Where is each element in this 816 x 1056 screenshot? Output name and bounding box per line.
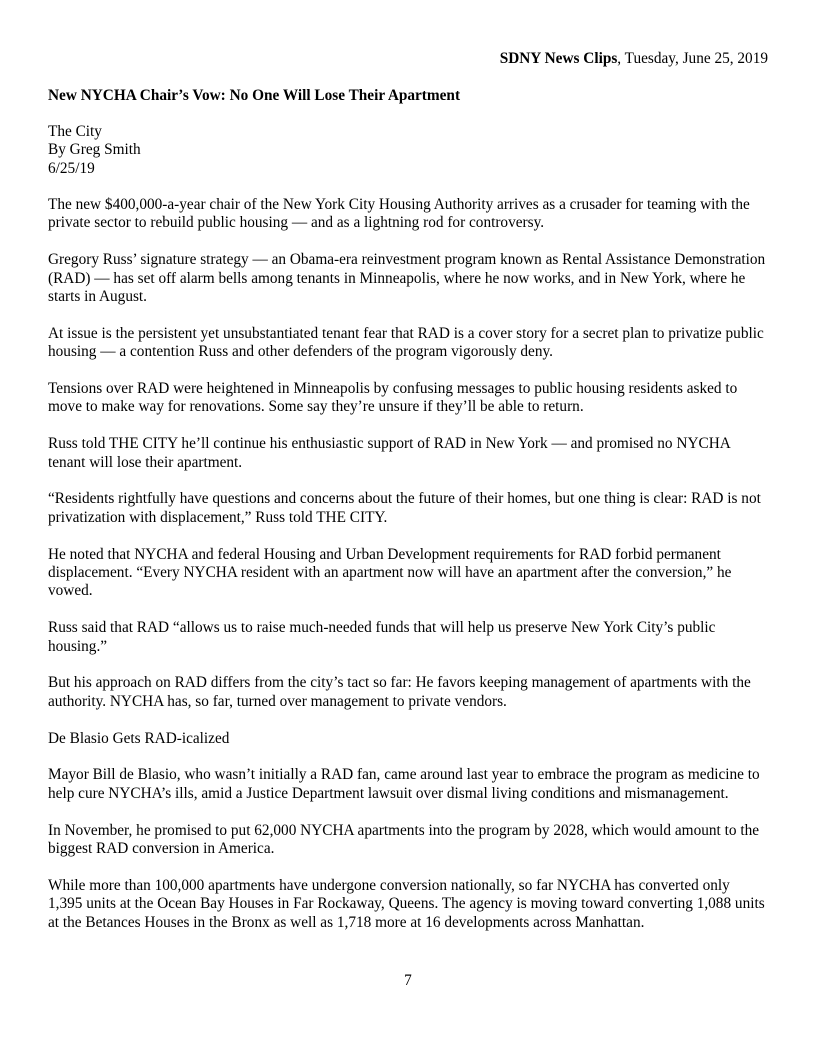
paragraph: At issue is the persistent yet unsubstantiated tenant fear that RAD is a cover story for a secret plan to privatize public housing — a contention Russ and other defenders of the program vigorously deny. xyxy=(48,324,764,361)
paragraph: Russ said that RAD “allows us to raise much-needed funds that will help us preserve New York City’s public housing.” xyxy=(48,619,716,655)
article-body xyxy=(48,196,768,950)
article-meta xyxy=(48,123,141,178)
article-byline: By Greg Smith xyxy=(48,141,141,159)
paragraph: The new $400,000-a-year chair of the New York City Housing Authority arrives as a crusader for teaming with the private sector to rebuild public housing — and as a lightning rod for controversy. xyxy=(48,196,750,232)
paragraph: Gregory Russ’ signature strategy — an Obama-era reinvestment program known as Rental Assistance Demonstration (RAD) — has set off alarm bells among tenants in Minneapolis, where he now works, and in New York, where he starts in August. xyxy=(48,251,766,306)
header-date: , Tuesday, June 25, 2019 xyxy=(617,50,768,67)
article-title: New NYCHA Chair’s Vow: No One Will Lose Their Apartment xyxy=(48,87,461,104)
paragraph: Tensions over RAD were heightened in Minneapolis by confusing messages to public housing residents asked to move to make way for renovations. Some say they’re unsure if they’ll be able to return. xyxy=(48,380,738,416)
article-date: 6/25/19 xyxy=(48,159,95,177)
paragraph: “Residents rightfully have questions and concerns about the future of their homes, but one thing is clear: RAD is not privatization with displacement,” Russ told THE CITY. xyxy=(48,490,761,526)
paragraph: But his approach on RAD differs from the city’s tact so far: He favors keeping management of apartments with the authority. NYCHA has, so far, turned over management to private vendors. xyxy=(48,674,751,710)
paragraph: In November, he promised to put 62,000 NYCHA apartments into the program by 2028, which would amount to the biggest RAD conversion in America. xyxy=(48,821,760,858)
paragraph: Russ told THE CITY he’ll continue his enthusiastic support of RAD in New York — and promised no NYCHA tenant will lose their apartment. xyxy=(48,435,730,471)
paragraph: He noted that NYCHA and federal Housing and Urban Development requirements for RAD forbid permanent displacement. “Every NYCHA resident with an apartment now will have an apartment after the conversion,” he vowed. xyxy=(48,545,732,600)
publication-name: SDNY News Clips xyxy=(499,50,618,67)
page-header xyxy=(500,50,768,68)
section-subheading: De Blasio Gets RAD-icalized xyxy=(48,729,230,747)
page-number: 7 xyxy=(404,972,412,989)
article-source: The City xyxy=(48,123,102,140)
paragraph: While more than 100,000 apartments have undergone conversion nationally, so far NYCHA has converted only 1,395 units at the Ocean Bay Houses in Far Rockaway, Queens. The agency is moving toward converting 1,088 units at the Betances Houses in the Bronx as well as 1,718 more at 16 developments across Manhattan. xyxy=(48,876,765,931)
paragraph: Mayor Bill de Blasio, who wasn’t initially a RAD fan, came around last year to embrace the program as medicine to help cure NYCHA’s ills, amid a Justice Department lawsuit over dismal living conditions and mismanagement. xyxy=(48,766,760,802)
